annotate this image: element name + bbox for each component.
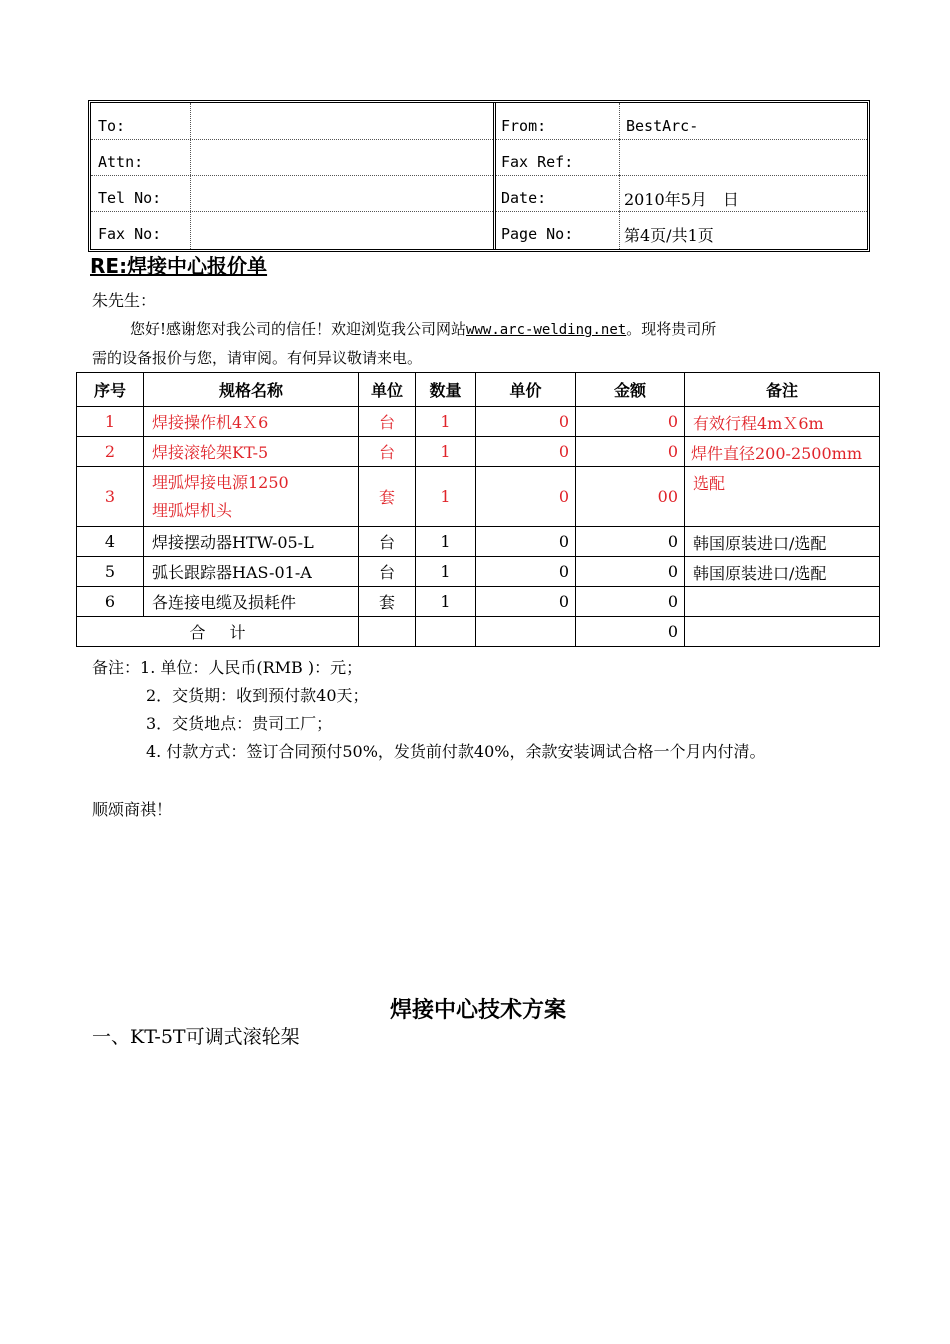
cell-unit: 台 xyxy=(359,557,416,587)
cell-unit: 台 xyxy=(359,527,416,557)
cell-price: 0 xyxy=(476,467,576,527)
table-row xyxy=(77,587,880,617)
header-name: 规格名称 xyxy=(144,373,359,407)
table-header-row xyxy=(77,373,880,407)
cell-qty: 1 xyxy=(416,527,476,557)
fax-row-tel xyxy=(91,175,493,212)
table-row xyxy=(77,557,880,587)
cell-no: 3 xyxy=(77,467,144,527)
cell-no: 1 xyxy=(77,407,144,437)
cell-name-line2: 埋弧焊机头 xyxy=(152,500,233,520)
total-label-a: 合 xyxy=(189,623,206,642)
notes-prefix: 备注： xyxy=(92,658,141,677)
closing-text: 顺颂商祺！ xyxy=(92,800,173,819)
fax-row-attn xyxy=(91,139,493,176)
cell-name: 焊接摆动器HTW-05-L xyxy=(144,527,359,557)
cell-name xyxy=(144,467,359,527)
note-item: 4. 付款方式：签订合同预付50%，发货前付款40%，余款安装调试合格一个月内付清。 xyxy=(146,742,766,761)
note-text: 1. 单位：人民币(RMB )：元； xyxy=(140,658,363,677)
cell-no: 2 xyxy=(77,437,144,467)
cell-remark: 韩国原装进口/选配 xyxy=(685,557,880,587)
cell-amount: 0 xyxy=(576,527,685,557)
cell-name: 各连接电缆及损耗件 xyxy=(144,587,359,617)
total-label-b: 计 xyxy=(229,623,246,642)
fax-row-ref xyxy=(496,139,867,176)
header-amount: 金额 xyxy=(576,373,685,407)
header-remark: 备注 xyxy=(685,373,880,407)
fax-row-to xyxy=(91,103,493,140)
fax-value-fax xyxy=(191,211,493,249)
cell-unit: 台 xyxy=(359,407,416,437)
fax-value-date: 2010年5月 日 xyxy=(624,190,739,209)
header-qty: 数量 xyxy=(416,373,476,407)
fax-label-fax: Fax No: xyxy=(91,211,191,249)
fax-header-table xyxy=(88,100,870,252)
cell-remark: 选配 xyxy=(685,467,880,527)
quote-title: RE:焊接中心报价单 xyxy=(90,254,268,278)
table-row xyxy=(77,407,880,437)
fax-header-right xyxy=(493,103,867,249)
cell-amount: 0 xyxy=(576,437,685,467)
cell-no: 6 xyxy=(77,587,144,617)
notes-block xyxy=(92,654,765,766)
table-row xyxy=(77,437,880,467)
fax-value-from: BestArc- xyxy=(626,117,699,135)
fax-label-page: Page No: xyxy=(496,211,620,249)
intro-paragraph xyxy=(92,315,882,372)
fax-value-attn xyxy=(191,139,493,175)
fax-label-from: From: xyxy=(496,103,620,139)
cell-qty: 1 xyxy=(416,437,476,467)
note-item: 2．交货期：收到预付款40天； xyxy=(146,686,369,705)
quote-table xyxy=(76,372,880,647)
fax-value-tel xyxy=(191,175,493,211)
table-row xyxy=(77,467,880,527)
cell-remark xyxy=(685,587,880,617)
cell-price: 0 xyxy=(476,437,576,467)
total-amount: 0 xyxy=(576,617,685,647)
cell-no: 5 xyxy=(77,557,144,587)
cell-qty: 1 xyxy=(416,587,476,617)
fax-row-from xyxy=(496,103,867,140)
cell-remark: 焊件直径200-2500mm xyxy=(685,437,880,467)
fax-value-ref xyxy=(620,139,867,175)
cell-remark: 有效行程4mＸ6m xyxy=(685,407,880,437)
website-link[interactable]: www.arc-welding.net xyxy=(466,322,627,338)
fax-header-left xyxy=(91,103,493,249)
fax-row-date xyxy=(496,175,867,212)
cell-remark: 韩国原装进口/选配 xyxy=(685,527,880,557)
cell-unit: 套 xyxy=(359,587,416,617)
total-empty-cell xyxy=(476,617,576,647)
cell-amount: 0 xyxy=(576,407,685,437)
cell-price: 0 xyxy=(476,587,576,617)
cell-amount: 00 xyxy=(576,467,685,527)
intro-text-1: 您好!感谢您对我公司的信任！欢迎浏览我公司网站 xyxy=(130,320,467,338)
total-label xyxy=(77,617,359,647)
note-item xyxy=(92,654,765,682)
header-no: 序号 xyxy=(77,373,144,407)
header-price: 单价 xyxy=(476,373,576,407)
cell-unit: 台 xyxy=(359,437,416,467)
total-empty-cell xyxy=(359,617,416,647)
fax-value-page: 第4页/共1页 xyxy=(624,226,714,245)
fax-value-to xyxy=(191,103,493,139)
fax-label-attn: Attn: xyxy=(91,139,191,175)
cell-no: 4 xyxy=(77,527,144,557)
cell-name: 焊接滚轮架KT-5 xyxy=(144,437,359,467)
intro-text-2: 。现将贵司所 xyxy=(626,320,717,338)
cell-unit: 套 xyxy=(359,467,416,527)
fax-label-tel: Tel No: xyxy=(91,175,191,211)
cell-qty: 1 xyxy=(416,557,476,587)
cell-price: 0 xyxy=(476,407,576,437)
fax-row-page xyxy=(496,211,867,249)
total-row xyxy=(77,617,880,647)
cell-qty: 1 xyxy=(416,407,476,437)
cell-name: 弧长跟踪器HAS-01-A xyxy=(144,557,359,587)
total-empty-cell xyxy=(685,617,880,647)
cell-price: 0 xyxy=(476,557,576,587)
cell-amount: 0 xyxy=(576,587,685,617)
cell-qty: 1 xyxy=(416,467,476,527)
salutation: 朱先生： xyxy=(92,291,157,310)
intro-text-3: 需的设备报价与您，请审阅。有何异议敬请来电。 xyxy=(92,349,423,367)
total-empty-cell xyxy=(416,617,476,647)
fax-label-to: To: xyxy=(91,103,191,139)
tech-plan-title: 焊接中心技术方案 xyxy=(389,998,566,1023)
cell-name: 焊接操作机4Ｘ6 xyxy=(144,407,359,437)
fax-row-fax xyxy=(91,211,493,249)
note-item: 3．交货地点：贵司工厂； xyxy=(146,714,333,733)
fax-label-ref: Fax Ref: xyxy=(496,139,620,175)
table-row xyxy=(77,527,880,557)
cell-amount: 0 xyxy=(576,557,685,587)
section-heading-1: 一、KT-5T可调式滚轮架 xyxy=(92,1026,300,1048)
fax-label-date: Date: xyxy=(496,175,620,211)
cell-name-line1: 埋弧焊接电源1250 xyxy=(152,472,289,492)
cell-price: 0 xyxy=(476,527,576,557)
header-unit: 单位 xyxy=(359,373,416,407)
